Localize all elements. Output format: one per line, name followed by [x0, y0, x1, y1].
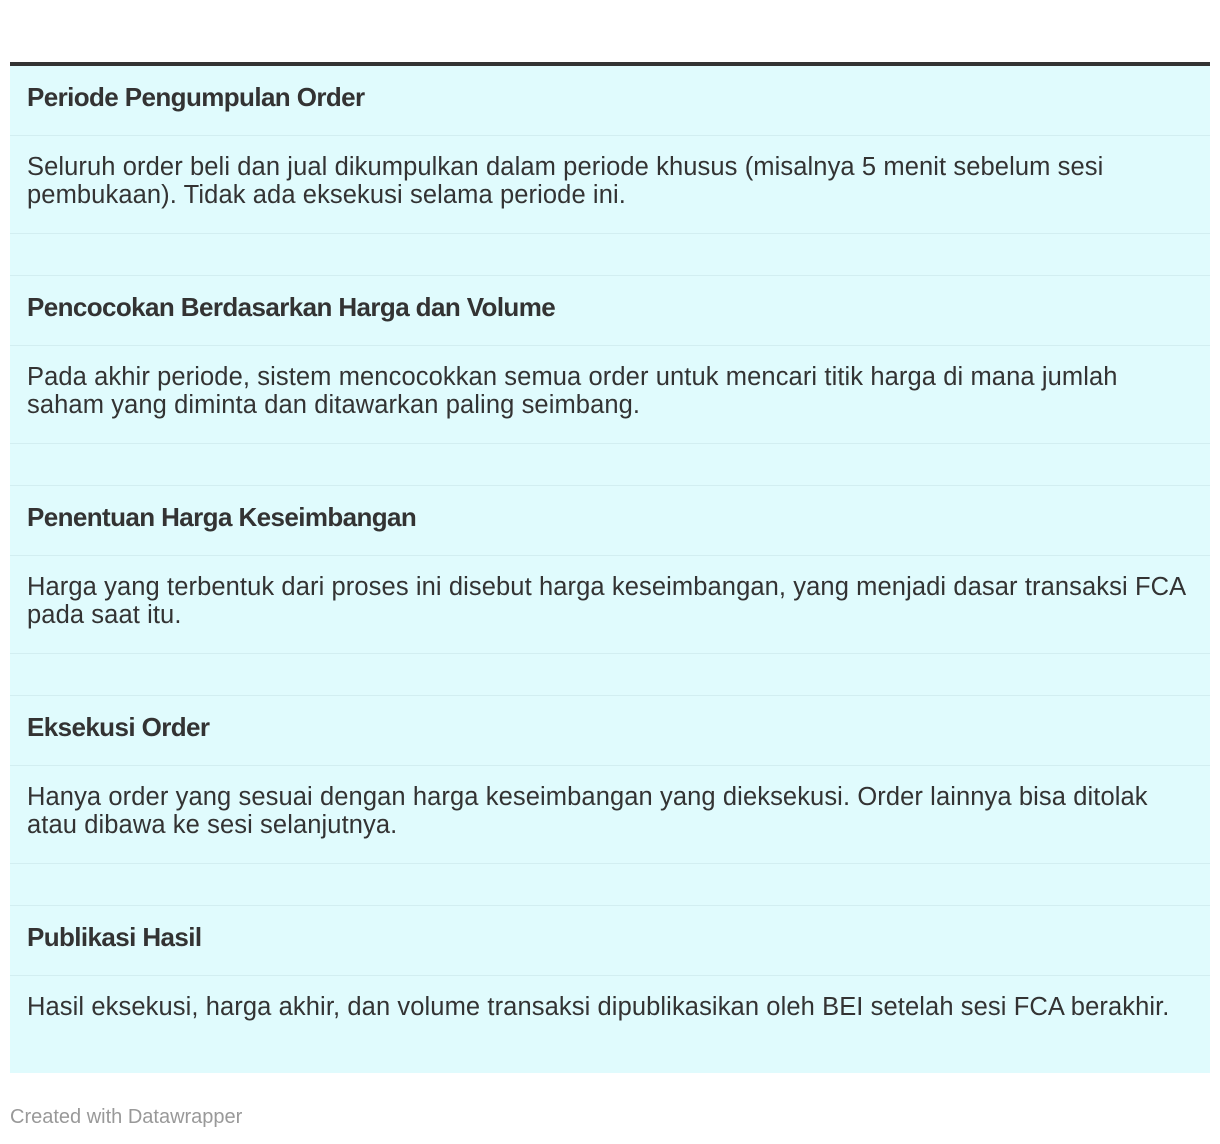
row-spacer — [10, 234, 1210, 276]
step-description: Hanya order yang sesuai dengan harga keseimbangan yang dieksekusi. Order lainnya bisa ditolak atau dibawa ke sesi selanjutnya. — [10, 766, 1210, 864]
step-description: Hasil eksekusi, harga akhir, dan volume transaksi dipublikasikan oleh BEI setelah sesi FCA berakhir. — [27, 993, 1170, 1021]
step-title: Periode Pengumpulan Order — [10, 66, 1210, 136]
datawrapper-credit: Created with Datawrapper — [10, 1106, 243, 1128]
row-spacer — [10, 444, 1210, 486]
steps-table — [10, 62, 1210, 1073]
step-title: Eksekusi Order — [10, 696, 1210, 766]
step-description: Pada akhir periode, sistem mencocokkan semua order untuk mencari titik harga di mana jumlah saham yang diminta dan ditawarkan paling seimbang. — [10, 346, 1210, 444]
step-title: Pencocokan Berdasarkan Harga dan Volume — [10, 276, 1210, 346]
row-spacer — [10, 654, 1210, 696]
step-title: Penentuan Harga Keseimbangan — [10, 486, 1210, 556]
row-spacer — [10, 864, 1210, 906]
step-description: Harga yang terbentuk dari proses ini disebut harga keseimbangan, yang menjadi dasar transaksi FCA pada saat itu. — [10, 556, 1210, 654]
step-title: Publikasi Hasil — [10, 906, 1210, 976]
step-description: Seluruh order beli dan jual dikumpulkan dalam periode khusus (misalnya 5 menit sebelum sesi pembukaan). Tidak ada eksekusi selama periode ini. — [10, 136, 1210, 234]
